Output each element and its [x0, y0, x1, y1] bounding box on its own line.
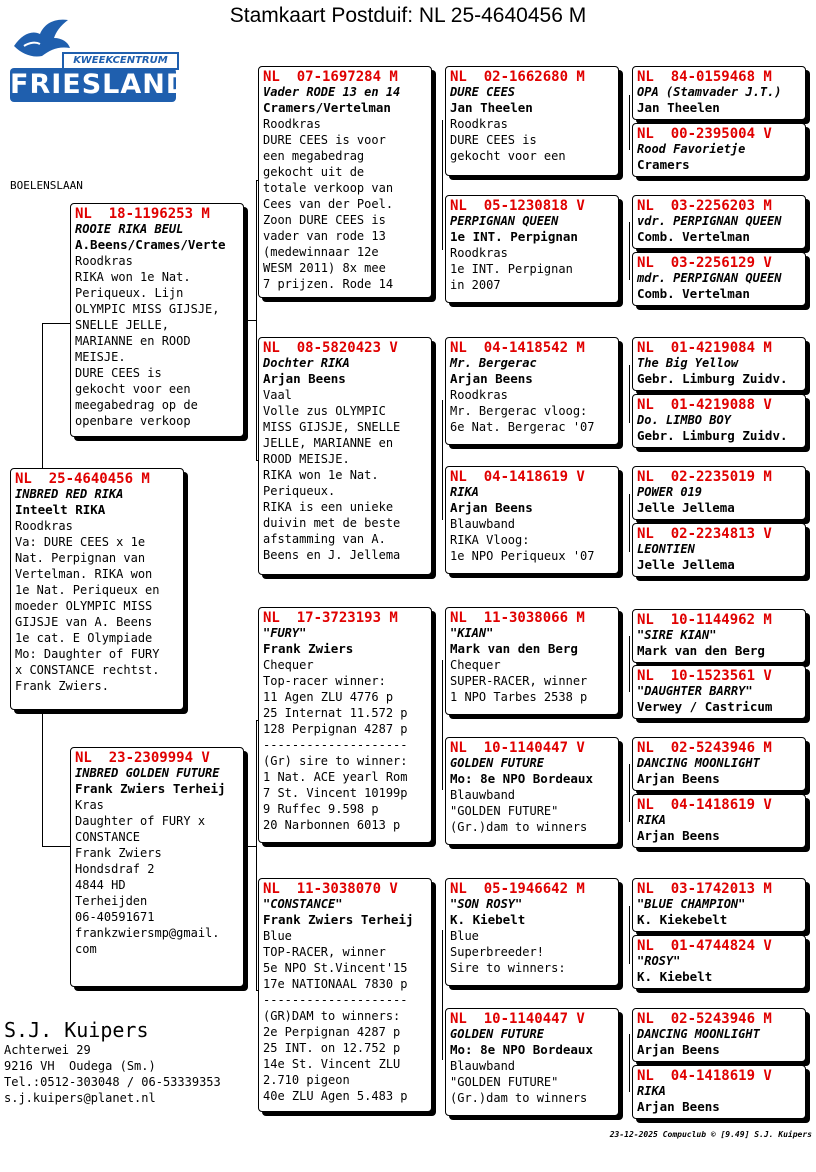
ring-number: NL 17-3723193 M [263, 610, 398, 626]
pedigree-card-grandparent[interactable] [258, 878, 432, 1112]
card-line: MISS GIJSJE, SNELLE [263, 420, 401, 434]
card-line: RIKA won 1e Nat. [263, 468, 379, 482]
pedigree-card-great-grandparent[interactable] [445, 1008, 619, 1116]
breeder-name: Comb. Vertelman [637, 229, 750, 244]
card-line: RIKA is een unieke [263, 500, 394, 514]
card-line: 2e Perpignan 4287 p [263, 1025, 401, 1039]
owner-email[interactable]: s.j.kuipers@planet.nl [4, 1091, 156, 1105]
pigeon-name: "KIAN" [450, 626, 494, 640]
card-line: 7 St. Vincent 10199p [263, 786, 408, 800]
card-line: totale verkoop van [263, 181, 394, 195]
card-line: 25 Internat 11.572 p [263, 706, 408, 720]
card-line: com [75, 942, 97, 956]
ring-number: NL 01-4219084 M [637, 340, 772, 356]
card-line: RIKA won 1e Nat. [75, 270, 191, 284]
page-title: Stamkaart Postduif: NL 25-4640456 M [229, 4, 587, 27]
card-line: gekocht voor een [75, 382, 191, 396]
pigeon-name: Do. LIMBO BOY [637, 413, 731, 427]
card-line: een megabedrag [263, 149, 365, 163]
card-line: Roodkras [75, 254, 133, 268]
pedigree-card-subject[interactable] [10, 468, 184, 710]
card-line: 17e NATIONAAL 7830 p [263, 977, 408, 991]
pigeon-name: LEONTIEN [637, 542, 695, 556]
card-line: Kras [75, 798, 104, 812]
card-line: Blue [450, 929, 479, 943]
card-line: JELLE, MARIANNE en [263, 436, 394, 450]
ring-number: NL 18-1196253 M [75, 206, 210, 222]
pedigree-card-ancestor[interactable] [632, 66, 806, 120]
connector-line [442, 120, 443, 250]
card-line: vader van rode 13 [263, 229, 386, 243]
card-line: WESM 2011) 8x mee [263, 261, 386, 275]
card-line: Vaal [263, 388, 292, 402]
owner-info [4, 1018, 221, 1106]
card-line: 06-40591671 [75, 910, 155, 924]
breeder-name: Inteelt RIKA [15, 502, 106, 517]
card-line: moeder OLYMPIC MISS [15, 599, 153, 613]
ring-number: NL 03-1742013 M [637, 881, 772, 897]
card-line: (GR)DAM to winners: [263, 1009, 401, 1023]
card-line: 5e NPO St.Vincent'15 [263, 961, 408, 975]
ring-number: NL 10-1140447 V [450, 1011, 585, 1027]
card-line: Nat. Perpignan van [15, 551, 146, 565]
card-line: Roodkras [450, 117, 508, 131]
breeder-name: Arjan Beens [450, 500, 533, 515]
pigeon-name: DANCING MOONLIGHT [637, 756, 760, 770]
card-line: Frank Zwiers. [15, 679, 109, 693]
pedigree-card-great-grandparent[interactable] [445, 878, 619, 986]
card-line: Volle zus OLYMPIC [263, 404, 386, 418]
pigeon-name: "SIRE KIAN" [637, 628, 717, 642]
breeder-name: Arjan Beens [450, 371, 533, 386]
card-line: (Gr) sire to winner: [263, 754, 408, 768]
breeder-name: Mo: 8e NPO Bordeaux [450, 1042, 593, 1057]
ring-number: NL 11-3038070 V [263, 881, 398, 897]
card-line: 6e Nat. Bergerac '07 [450, 420, 595, 434]
card-line: Cees van der Poel. [263, 197, 394, 211]
ring-number: NL 02-2234813 V [637, 526, 772, 542]
pigeon-name: PERPIGNAN QUEEN [450, 214, 559, 228]
card-line: CONSTANCE [75, 830, 141, 844]
card-lines [15, 518, 179, 694]
card-lines [263, 928, 427, 1104]
card-line: meegabedrag op de [75, 398, 198, 412]
pedigree-card-ancestor[interactable] [632, 1065, 806, 1119]
breeder-name: Arjan Beens [637, 1042, 720, 1057]
card-lines [75, 253, 239, 429]
pedigree-card-great-grandparent[interactable] [445, 607, 619, 715]
connector-line [42, 323, 43, 469]
card-line: OLYMPIC MISS GIJSJE, [75, 302, 220, 316]
pedigree-card-grandparent[interactable] [258, 66, 432, 298]
logo-top-text: KWEEKCENTRUM [62, 52, 179, 70]
card-line: 20 Narbonnen 6013 p [263, 818, 401, 832]
connector-line [256, 720, 257, 990]
card-line: 40e ZLU Agen 5.483 p [263, 1089, 408, 1103]
connector-line [629, 764, 630, 822]
pigeon-name: "FURY" [263, 626, 307, 640]
card-line: Chequer [450, 658, 501, 672]
card-line: Blauwband [450, 1059, 516, 1073]
connector-line [442, 400, 443, 520]
breeder-name: Gebr. Limburg Zuidv. [637, 371, 788, 386]
card-line: Frank Zwiers [75, 846, 162, 860]
card-line: 1e cat. E Olympiade [15, 631, 153, 645]
card-line: Periqueux. Lijn [75, 286, 184, 300]
connector-line [629, 1034, 630, 1092]
ring-number: NL 10-1144962 M [637, 612, 772, 628]
card-line: DURE CEES is [75, 366, 162, 380]
breeder-name: K. Kiebelt [450, 912, 526, 927]
card-line: "GOLDEN FUTURE" [450, 804, 559, 818]
card-lines [75, 797, 239, 957]
card-line: gekocht voor een [450, 149, 566, 163]
pedigree-card-ancestor[interactable] [632, 1008, 806, 1062]
connector-line [629, 365, 630, 423]
ring-number: NL 11-3038066 M [450, 610, 585, 626]
card-line: 9 Ruffec 9.598 p [263, 802, 379, 816]
pigeon-name: "SON ROSY" [450, 897, 523, 911]
card-line: Superbreeder! [450, 945, 544, 959]
pigeon-name: Dochter RIKA [263, 356, 350, 370]
pedigree-card-ancestor[interactable] [632, 394, 806, 448]
pedigree-card-ancestor[interactable] [632, 609, 806, 663]
ring-number: NL 23-2309994 V [75, 750, 210, 766]
pigeon-name: "CONSTANCE" [263, 897, 343, 911]
ring-number: NL 10-1523561 V [637, 668, 772, 684]
card-line: Roodkras [263, 117, 321, 131]
owner-city: 9216 VH Oudega (Sm.) [4, 1059, 156, 1073]
pigeon-name: Mr. Bergerac [450, 356, 537, 370]
card-line: 128 Perpignan 4287 p [263, 722, 408, 736]
ring-number: NL 01-4744824 V [637, 938, 772, 954]
card-line: 7 prijzen. Rode 14 [263, 277, 394, 291]
card-line: Terheijden [75, 894, 148, 908]
breeder-name: Mark van den Berg [637, 643, 765, 658]
pigeon-name: Rood Favorietje [637, 142, 746, 156]
ring-number: NL 02-5243946 M [637, 740, 772, 756]
card-line: -------------------- [263, 738, 408, 752]
card-line: (Gr.)dam to winners [450, 1091, 588, 1105]
card-line: gekocht uit de [263, 165, 365, 179]
card-line: 14e St. Vincent ZLU [263, 1057, 401, 1071]
card-lines [263, 116, 427, 292]
pigeon-name: RIKA [450, 485, 479, 499]
breeder-name: Frank Zwiers Terheij [75, 781, 226, 796]
ring-number: NL 08-5820423 V [263, 340, 398, 356]
card-line: in 2007 [450, 278, 501, 292]
breeder-name: K. Kiekebelt [637, 912, 728, 927]
card-line: -------------------- [263, 993, 408, 1007]
card-line: MARIANNE en ROOD [75, 334, 191, 348]
connector-line [629, 222, 630, 280]
pedigree-card-great-grandparent[interactable] [445, 737, 619, 845]
card-line: ROOD MEISJE. [263, 452, 350, 466]
connector-line [442, 660, 443, 790]
owner-address: Achterwei 29 [4, 1043, 91, 1057]
ring-number: NL 03-2256129 V [637, 255, 772, 271]
card-line: 1 NPO Tarbes 2538 p [450, 690, 588, 704]
connector-line [244, 320, 256, 321]
pigeon-name: "BLUE CHAMPION" [637, 897, 746, 911]
card-line: frankzwiersmp@gmail. [75, 926, 220, 940]
breeder-name: Cramers/Vertelman [263, 100, 391, 115]
ring-number: NL 04-1418619 V [637, 797, 772, 813]
ring-number: NL 05-1230818 V [450, 198, 585, 214]
footer-credit: 23-12-2025 Compuclub © [9.49] S.J. Kuipers [609, 1130, 812, 1139]
breeder-name: Arjan Beens [637, 828, 720, 843]
pigeon-name: mdr. PERPIGNAN QUEEN [637, 271, 782, 285]
ring-number: NL 07-1697284 M [263, 69, 398, 85]
pedigree-card-grandparent[interactable] [258, 607, 432, 843]
pedigree-card-ancestor[interactable] [632, 123, 806, 177]
pedigree-card-great-grandparent[interactable] [445, 66, 619, 176]
pedigree-card-ancestor[interactable] [632, 737, 806, 791]
pedigree-card-great-grandparent[interactable] [445, 337, 619, 445]
card-line: DURE CEES is voor [263, 133, 386, 147]
connector-line [629, 494, 630, 552]
pedigree-card-ancestor[interactable] [632, 794, 806, 848]
card-line: Hondsdraf 2 [75, 862, 155, 876]
card-line: Roodkras [450, 246, 508, 260]
pigeon-name: OPA (Stamvader J.T.) [637, 85, 782, 99]
pedigree-card-ancestor[interactable] [632, 523, 806, 577]
card-line: 1 Nat. ACE yearl Rom [263, 770, 408, 784]
connector-line [244, 846, 256, 847]
breeder-name: A.Beens/Crames/Verte [75, 237, 226, 252]
card-line: 1e Nat. Periqueux en [15, 583, 160, 597]
card-line: TOP-RACER, winner [263, 945, 386, 959]
card-line: Top-racer winner: [263, 674, 386, 688]
card-line: Periqueux. [263, 484, 336, 498]
ring-number: NL 84-0159468 M [637, 69, 772, 85]
breeder-name: Frank Zwiers Terheij [263, 912, 414, 927]
breeder-name: Arjan Beens [637, 771, 720, 786]
breeder-name: K. Kiebelt [637, 969, 713, 984]
breeder-name: Gebr. Limburg Zuidv. [637, 428, 788, 443]
card-line: Chequer [263, 658, 314, 672]
club-name: BOELENSLAAN [10, 179, 83, 192]
ring-number: NL 02-1662680 M [450, 69, 585, 85]
connector-line [629, 636, 630, 692]
card-line: Zoon DURE CEES is [263, 213, 386, 227]
breeder-name: Arjan Beens [263, 371, 346, 386]
breeder-name: Mark van den Berg [450, 641, 578, 656]
card-line: afstamming van A. [263, 532, 386, 546]
pigeon-name: INBRED RED RIKA [15, 487, 124, 501]
breeder-name: Mo: 8e NPO Bordeaux [450, 771, 593, 786]
ring-number: NL 02-5243946 M [637, 1011, 772, 1027]
card-line: (Gr.)dam to winners [450, 820, 588, 834]
connector-line [256, 180, 257, 460]
connector-line [629, 906, 630, 964]
card-line: 1e NPO Periqueux '07 [450, 549, 595, 563]
pedigree-card-ancestor[interactable] [632, 252, 806, 306]
ring-number: NL 04-1418542 M [450, 340, 585, 356]
breeder-name: Jan Theelen [637, 100, 720, 115]
connector-line [42, 846, 71, 847]
pigeon-name: Vader RODE 13 en 14 [263, 85, 401, 99]
ring-number: NL 03-2256203 M [637, 198, 772, 214]
pedigree-card-ancestor[interactable] [632, 466, 806, 520]
logo-main-text: FRIESLAND [10, 69, 190, 100]
pedigree-card-grandparent[interactable] [258, 337, 432, 575]
pigeon-name: vdr. PERPIGNAN QUEEN [637, 214, 782, 228]
breeder-name: 1e INT. Perpignan [450, 229, 578, 244]
pigeon-name: The Big Yellow [637, 356, 739, 370]
ring-number: NL 25-4640456 M [15, 471, 150, 487]
pigeon-name: ROOIE RIKA BEUL [75, 222, 184, 236]
owner-name: S.J. Kuipers [4, 1018, 149, 1042]
pedigree-card-great-grandparent[interactable] [445, 195, 619, 303]
ring-number: NL 02-2235019 M [637, 469, 772, 485]
connector-line [42, 323, 71, 324]
breeder-name: Comb. Vertelman [637, 286, 750, 301]
pedigree-card-father[interactable] [70, 203, 244, 437]
breeder-name: Verwey / Castricum [637, 699, 773, 714]
pigeon-name: DANCING MOONLIGHT [637, 1027, 760, 1041]
card-lines [263, 657, 427, 833]
card-line: 1e INT. Perpignan [450, 262, 573, 276]
connector-line [442, 930, 443, 1060]
card-line: Beens en J. Jellema [263, 548, 401, 562]
card-line: duivin met de beste [263, 516, 401, 530]
pigeon-name: POWER 019 [637, 485, 703, 499]
card-line: Sire to winners: [450, 961, 566, 975]
pigeon-name: DURE CEES [450, 85, 516, 99]
breeder-name: Jelle Jellema [637, 500, 735, 515]
owner-phone: Tel.:0512-303048 / 06-53339353 [4, 1075, 221, 1089]
ring-number: NL 04-1418619 V [450, 469, 585, 485]
card-line: Mo: Daughter of FURY [15, 647, 160, 661]
pigeon-name: RIKA [637, 813, 666, 827]
pedigree-card-ancestor[interactable] [632, 195, 806, 249]
card-line: Blauwband [450, 788, 516, 802]
card-line: 25 INT. on 12.752 p [263, 1041, 401, 1055]
pedigree-card-ancestor[interactable] [632, 878, 806, 932]
ring-number: NL 04-1418619 V [637, 1068, 772, 1084]
breeder-name: Arjan Beens [637, 1099, 720, 1114]
card-line: 2.710 pigeon [263, 1073, 350, 1087]
pigeon-name: "DAUGHTER BARRY" [637, 684, 753, 698]
ring-number: NL 10-1140447 V [450, 740, 585, 756]
pigeon-name: "ROSY" [637, 954, 681, 968]
card-line: Roodkras [450, 388, 508, 402]
card-line: MEISJE. [75, 350, 126, 364]
ring-number: NL 01-4219088 V [637, 397, 772, 413]
card-line: 11 Agen ZLU 4776 p [263, 690, 394, 704]
pedigree-card-ancestor[interactable] [632, 337, 806, 391]
card-line: Roodkras [15, 519, 73, 533]
pigeon-name: GOLDEN FUTURE [450, 1027, 544, 1041]
ring-number: NL 00-2395004 V [637, 126, 772, 142]
pigeon-name: INBRED GOLDEN FUTURE [75, 766, 220, 780]
card-line: GIJSJE van A. Beens [15, 615, 153, 629]
card-line: RIKA Vloog: [450, 533, 530, 547]
connector-line [629, 95, 630, 150]
pedigree-card-ancestor[interactable] [632, 665, 806, 719]
card-line: Daughter of FURY x [75, 814, 206, 828]
pigeon-name: GOLDEN FUTURE [450, 756, 544, 770]
breeder-name: Jan Theelen [450, 100, 533, 115]
card-line: Va: DURE CEES x 1e [15, 535, 146, 549]
card-line: Blue [263, 929, 292, 943]
pigeon-name: RIKA [637, 1084, 666, 1098]
breeder-name: Cramers [637, 157, 690, 172]
card-line: Mr. Bergerac vloog: [450, 404, 588, 418]
breeder-name: Frank Zwiers [263, 641, 354, 656]
card-line: Blauwband [450, 517, 516, 531]
connector-line [42, 710, 43, 846]
pedigree-card-great-grandparent[interactable] [445, 466, 619, 574]
card-line: DURE CEES is [450, 133, 537, 147]
ring-number: NL 05-1946642 M [450, 881, 585, 897]
breeder-name: Jelle Jellema [637, 557, 735, 572]
card-line: (medewinnaar 12e [263, 245, 379, 259]
card-line: openbare verkoop [75, 414, 191, 428]
pedigree-card-ancestor[interactable] [632, 935, 806, 989]
card-line: SNELLE JELLE, [75, 318, 169, 332]
card-line: x CONSTANCE rechtst. [15, 663, 160, 677]
card-line: SUPER-RACER, winner [450, 674, 588, 688]
card-line: 4844 HD [75, 878, 126, 892]
card-line: "GOLDEN FUTURE" [450, 1075, 559, 1089]
card-lines [263, 387, 427, 563]
pedigree-card-mother[interactable] [70, 747, 244, 987]
card-line: Vertelman. RIKA won [15, 567, 153, 581]
kweekcentrum-logo [10, 16, 190, 102]
